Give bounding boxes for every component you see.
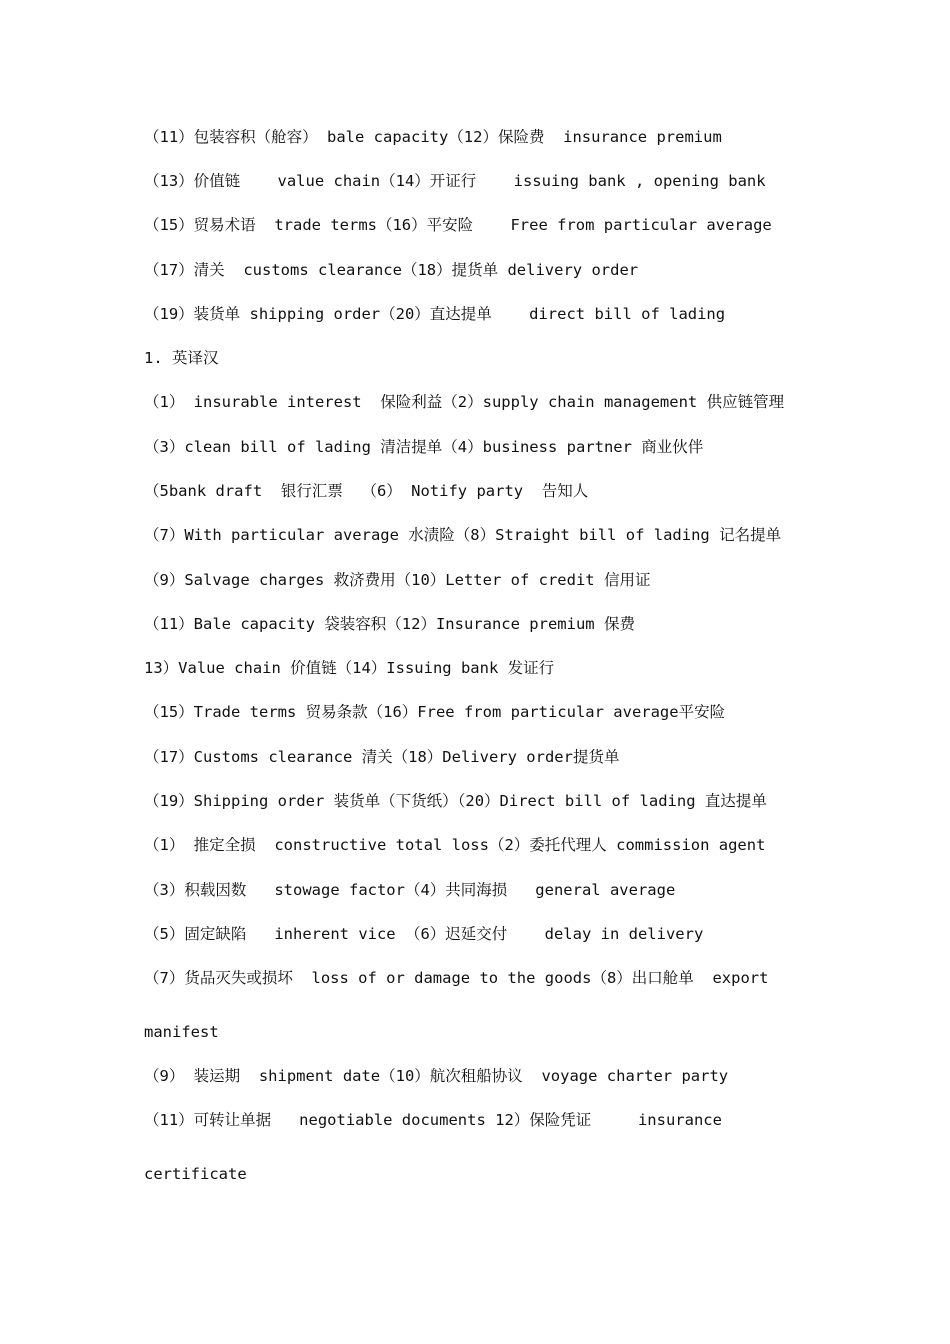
vocab-line: （17）清关 customs clearance（18）提货单 delivery order [144,261,639,279]
vocab-line: （9） 装运期 shipment date（10）航次租船协议 voyage charter party [144,1067,729,1085]
vocab-line: （3）积载因数 stowage factor（4）共同海损 general average [144,881,676,899]
vocab-line: （11）可转让单据 negotiable documents 12）保险凭证 insurance [144,1111,722,1129]
vocab-line: （11）Bale capacity 袋装容积（12）Insurance premium 保费 [144,615,635,633]
vocab-line: （1） 推定全损 constructive total loss（2）委托代理人 commission agent [144,836,766,854]
vocab-line: （7）货品灭失或损坏 loss of or damage to the goods（8）出口舱单 export [144,969,769,987]
vocab-line: （7）With particular average 水渍险（8）Straight bill of lading 记名提单 [144,526,782,544]
vocab-line: （9）Salvage charges 救济费用（10）Letter of credit 信用证 [144,571,651,589]
vocab-line: （11）包装容积（舱容） bale capacity（12）保险费 insurance premium [144,128,722,146]
vocab-line: （15）Trade terms 贸易条款（16）Free from particular average平安险 [144,703,726,721]
vocab-line-continuation: certificate [144,1165,247,1183]
vocab-line-continuation: manifest [144,1023,219,1041]
vocab-line: （5bank draft 银行汇票 （6） Notify party 告知人 [144,482,589,500]
vocab-line: 13）Value chain 价值链（14）Issuing bank 发证行 [144,659,555,677]
vocab-line: （15）贸易术语 trade terms（16）平安险 Free from particular average [144,216,772,234]
section-heading: 1. 英译汉 [144,349,219,367]
vocab-line: （5）固定缺陷 inherent vice （6）迟延交付 delay in delivery [144,925,704,943]
vocab-line: （19）装货单 shipping order（20）直达提单 direct bill of lading [144,305,726,323]
vocab-line: （17）Customs clearance 清关（18）Delivery order提货单 [144,748,620,766]
vocab-line: （3）clean bill of lading 清洁提单（4）business partner 商业伙伴 [144,438,704,456]
vocab-line: （1） insurable interest 保险利益（2）supply chain management 供应链管理 [144,393,785,411]
vocab-line: （19）Shipping order 装货单（下货纸）（20）Direct bill of lading 直达提单 [144,792,767,810]
vocab-line: （13）价值链 value chain（14）开证行 issuing bank , opening bank [144,172,766,190]
